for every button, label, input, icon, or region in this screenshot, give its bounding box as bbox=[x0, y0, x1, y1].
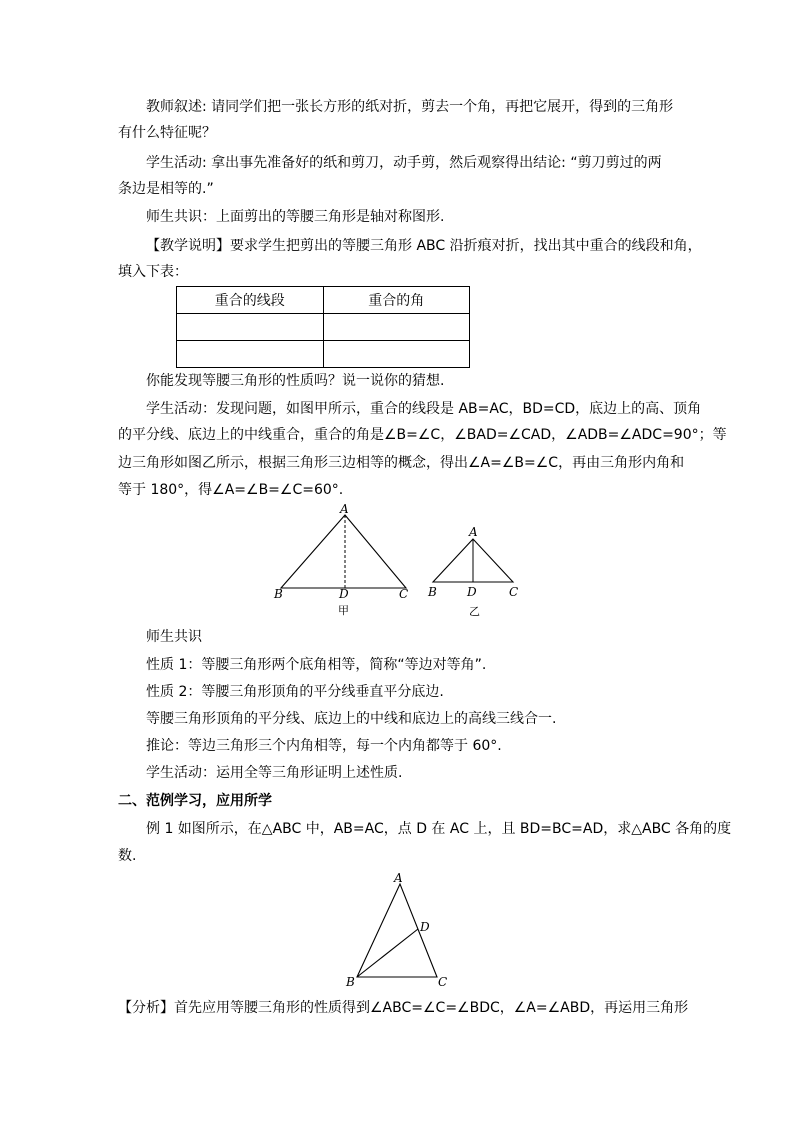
label-d-example: D bbox=[420, 920, 430, 934]
paragraph-teaching-note-line2: 填入下表： bbox=[118, 264, 188, 280]
label-b-yi: B bbox=[428, 585, 437, 599]
paragraph-student-proof: 学生活动：运用全等三角形证明上述性质. bbox=[146, 765, 403, 781]
label-c-example: C bbox=[438, 975, 448, 989]
label-d-jia: D bbox=[339, 587, 349, 601]
table-header-angles: 重合的角 bbox=[323, 287, 470, 314]
label-a-yi: A bbox=[469, 525, 478, 539]
paragraph-student-findings-line1: 学生活动：发现问题，如图甲所示，重合的线段是 AB=AC，BD=CD，底边上的高、顶角 bbox=[146, 401, 702, 417]
table-header-segments: 重合的线段 bbox=[177, 287, 324, 314]
paragraph-consensus: 师生共识：上面剪出的等腰三角形是轴对称图形. bbox=[146, 209, 445, 225]
paragraph-teaching-note-line1: 【教学说明】要求学生把剪出的等腰三角形 ABC 沿折痕对折，找出其中重合的线段和角， bbox=[146, 238, 702, 254]
paragraph-student-findings-line2: 的平分线、底边上的中线重合，重合的角是∠B=∠C，∠BAD=∠CAD，∠ADB=∠ADC=90°；等 bbox=[118, 427, 727, 443]
figure-yi bbox=[427, 525, 518, 618]
label-d-yi: D bbox=[467, 585, 477, 599]
caption-jia: 甲 bbox=[338, 604, 349, 617]
label-c-yi: C bbox=[509, 585, 519, 599]
paragraph-corollary: 推论：等边三角形三个内角相等，每一个内角都等于 60°. bbox=[146, 738, 502, 754]
label-a-jia: A bbox=[340, 502, 349, 516]
label-a-example: A bbox=[394, 871, 403, 885]
paragraph-teacher-narration-line2: 有什么特征呢？ bbox=[118, 125, 216, 141]
paragraph-teacher-narration-line1: 教师叙述: 请同学们把一张长方形的纸对折，剪去一个角，再把它展开，得到的三角形 bbox=[146, 99, 674, 115]
figure-jia bbox=[273, 502, 408, 617]
label-b-jia: B bbox=[274, 587, 283, 601]
paragraph-example-line2: 数. bbox=[118, 848, 137, 864]
section-heading: 二、范例学习，应用所学 bbox=[118, 793, 272, 809]
paragraph-student-activity-line1: 学生活动: 拿出事先准备好的纸和剪刀，动手剪，然后观察得出结论: “剪刀剪过的两 bbox=[146, 155, 662, 171]
paragraph-example-line1: 例 1 如图所示，在△ABC 中，AB=AC，点 D 在 AC 上，且 BD=BC=AD，求△ABC 各角的度 bbox=[146, 821, 732, 837]
triangle-abc-jia bbox=[281, 515, 406, 588]
paragraph-student-activity-line2: 条边是相等的.” bbox=[118, 181, 214, 197]
paragraph-question: 你能发现等腰三角形的性质吗？说一说你的猜想. bbox=[146, 373, 445, 389]
paragraph-three-lines-coincide: 等腰三角形顶角的平分线、底边上的中线和底边上的高线三线合一. bbox=[146, 711, 557, 727]
paragraph-student-findings-line4: 等于 180°，得∠A=∠B=∠C=60°. bbox=[118, 482, 344, 498]
figure-example bbox=[345, 871, 447, 989]
label-c-jia: C bbox=[399, 587, 409, 601]
caption-yi: 乙 bbox=[469, 605, 480, 618]
paragraph-property-2: 性质 2：等腰三角形顶角的平分线垂直平分底边. bbox=[146, 684, 444, 700]
segment-bd-example bbox=[357, 929, 418, 977]
paragraph-property-1: 性质 1：等腰三角形两个底角相等，简称“等边对等角”. bbox=[146, 657, 487, 673]
paragraph-consensus-title: 师生共识 bbox=[146, 629, 202, 645]
paragraph-student-findings-line3: 边三角形如图乙所示，根据三角形三边相等的概念，得出∠A=∠B=∠C，再由三角形内角和 bbox=[118, 455, 685, 471]
paragraph-analysis: 【分析】首先应用等腰三角形的性质得到∠ABC=∠C=∠BDC，∠A=∠ABD，再运用三角形 bbox=[118, 1000, 689, 1016]
label-b-example: B bbox=[346, 975, 355, 989]
